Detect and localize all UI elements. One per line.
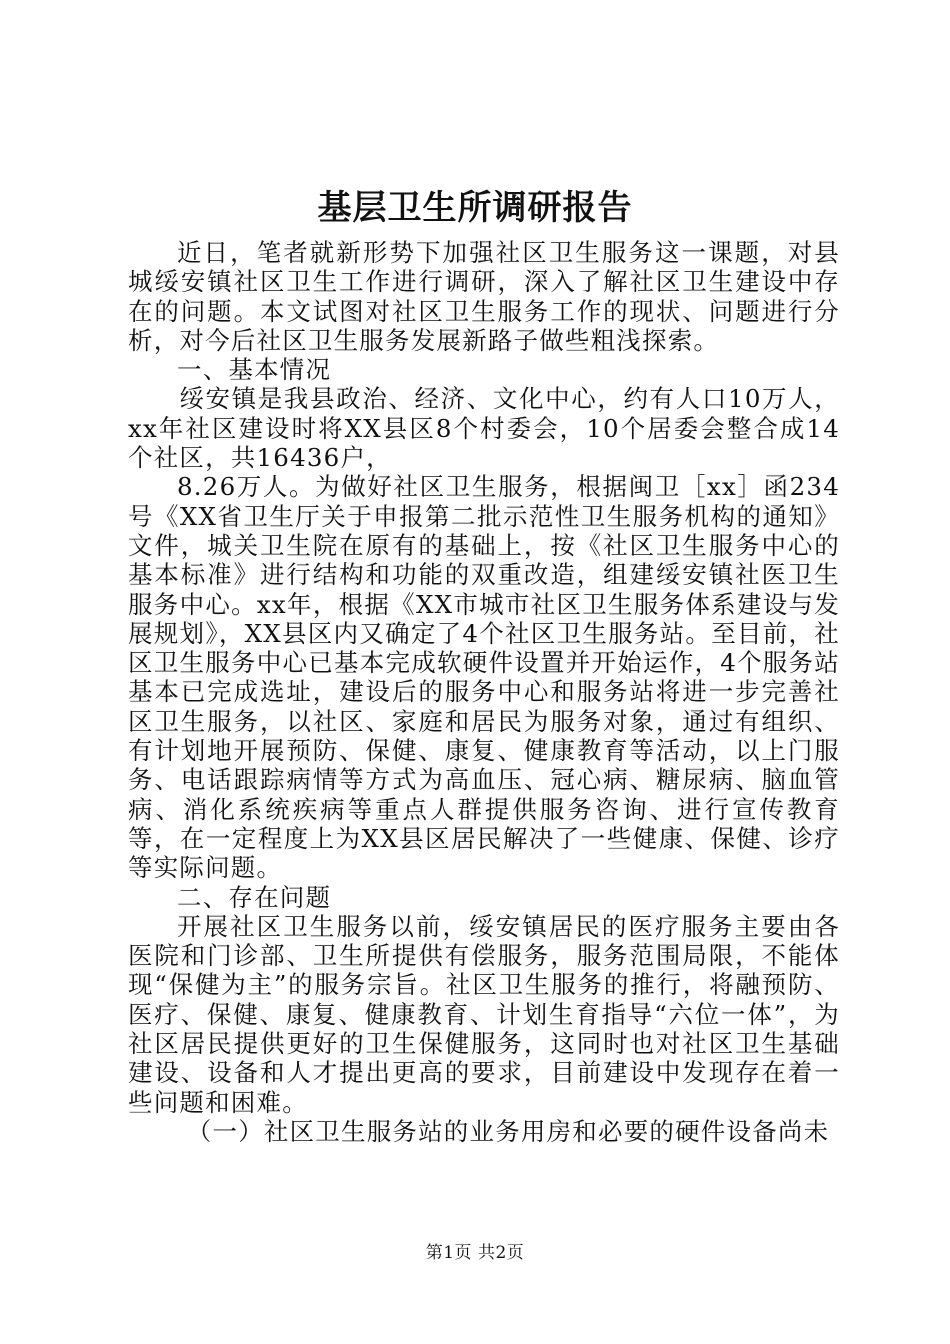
paragraph-service-setup: 8.26万人。为做好社区卫生服务，根据闽卫［xx］函234号《XX省卫生厅关于申报第二批示范性卫生服务机构的通知》文件，城关卫生院在原有的基础上，按《社区卫生服务中心的基本标准》进行结构和功能的双重改造，组建绥安镇社医卫生服务中心。xx年，根据《XX市城市社区卫生服务体系建设与发展规划》，XX县区内又确定了4个社区卫生服务站。至目前，社区卫生服务中心已基本完成软硬件设置并开始运作，4个服务站基本已完成选址，建设后的服务中心和服务站将进一步完善社区卫生服务，以社区、家庭和居民为服务对象，通过有组织、有计划地开展预防、保健、康复、健康教育等活动，以上门服务、电话跟踪病情等方式为高血压、冠心病、糖尿病、脑血管病、消化系统疾病等重点人群提供服务咨询、进行宣传教育等，在一定程度上为XX县区居民解决了一些健康、保健、诊疗等实际问题。: [128, 472, 840, 883]
section-heading-basic-situation: 一、基本情况: [177, 355, 332, 385]
section-heading-problems: 二、存在问题: [177, 882, 332, 912]
document-title: 基层卫生所调研报告: [317, 188, 633, 228]
paragraph-intro: 近日，笔者就新形势下加强社区卫生服务这一课题，对县城绥安镇社区卫生工作进行调研，深入了解社区卫生建设中存在的问题。本文试图对社区卫生服务工作的现状、问题进行分析，对今后社区卫生服务发展新路子做些粗浅探索。: [128, 238, 840, 355]
page-number: 第1页 共2页: [425, 1243, 525, 1263]
paragraph-basic-situation: 绥安镇是我县政治、经济、文化中心，约有人口10万人，xx年社区建设时将XX县区8个村委会，10个居委会整合成14个社区，共16436户，: [128, 384, 840, 473]
paragraph-problem-one: （一）社区卫生服务站的业务用房和必要的硬件设备尚未: [186, 1116, 830, 1146]
paragraph-problems: 开展社区卫生服务以前，绥安镇居民的医疗服务主要由各医院和门诊部、卫生所提供有偿服务，服务范围局限，不能体现“保健为主”的服务宗旨。社区卫生服务的推行，将融预防、医疗、保健、康复、健康教育、计划生育指导“六位一体”，为社区居民提供更好的卫生保健服务，这同时也对社区卫生基础建设、设备和人才提出更高的要求，目前建设中发现存在着一些问题和困难。: [128, 911, 840, 1117]
document-body: [128, 238, 840, 1146]
